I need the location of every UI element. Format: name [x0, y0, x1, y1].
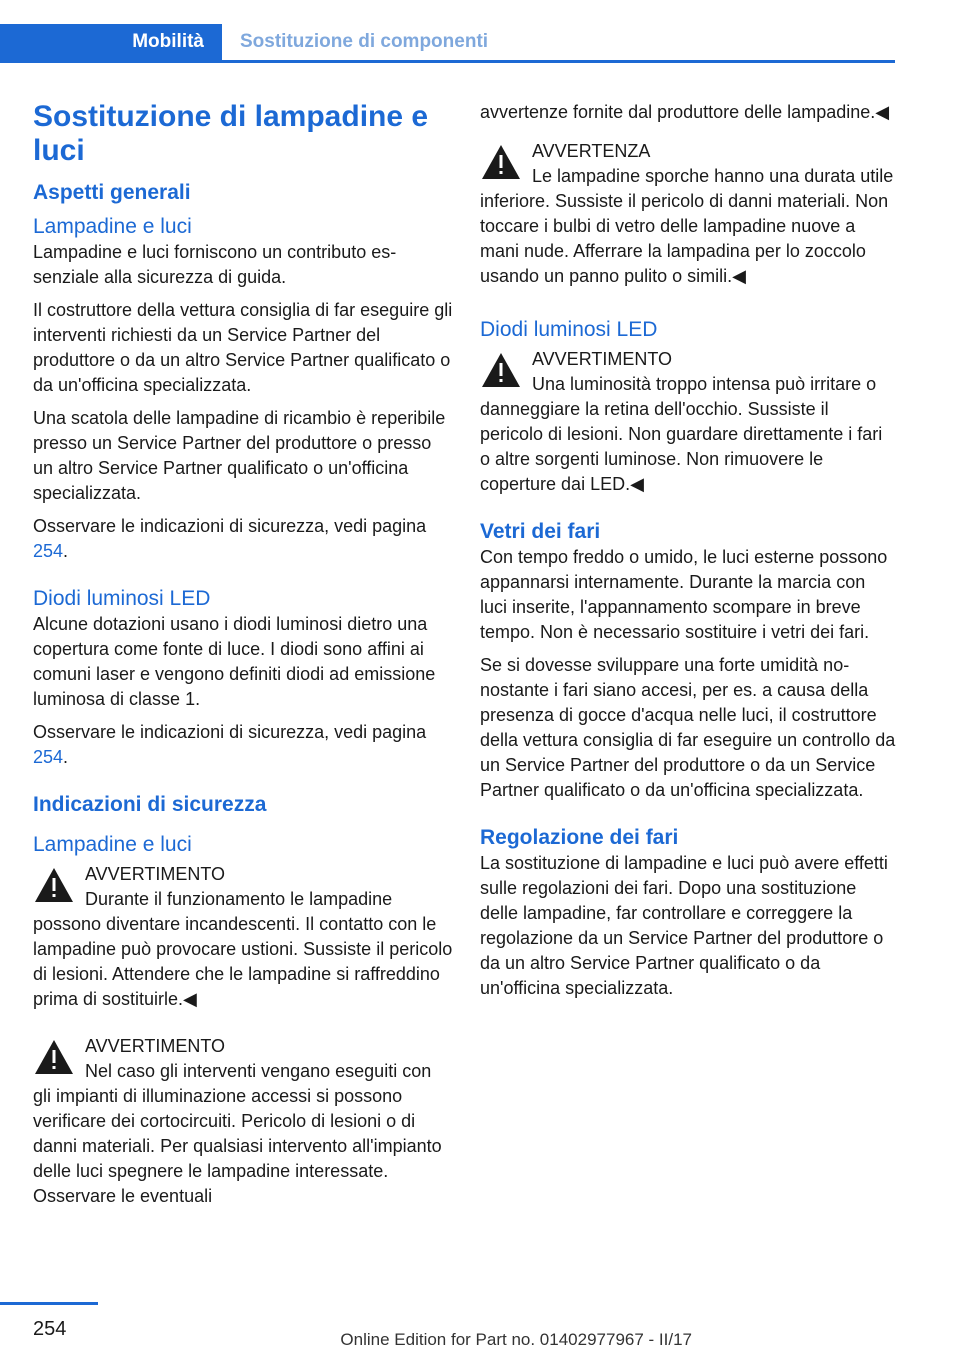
left-column [33, 100, 453, 1217]
warning-title: AVVERTENZA [532, 141, 651, 161]
paragraph-text: Osservare le indicazioni di sicurezza, vedi pagina [33, 722, 427, 742]
paragraph: Con tempo freddo o umido, le luci esterne possono appannarsi internamente. Durante la marcia con luci inserite, l'appannamento scompare in breve tempo. Non è necessario sostituire i vetri dei fari. [480, 547, 888, 642]
paragraph: Se si dovesse sviluppare una forte umidità nonostante i fari siano accesi, per es. a causa della presenza di gocce d'acqua nelle luci, il costruttore della vettura consiglia di far eseguire un controllo da un Service Partner del produttore o da un Service Partner qualificato o da un'officina specializzata. [480, 655, 896, 800]
paragraph: Osservare le indicazioni di sicurezza, vedi pagina 254. [33, 516, 427, 561]
warning-title: AVVERTIMENTO [85, 1036, 226, 1056]
heading-safety: Indicazioni di sicurezza [33, 793, 267, 816]
paragraph-text: Osservare le indicazioni di sicurezza, vedi pagina [33, 516, 427, 536]
heading-led: Diodi luminosi LED [33, 587, 211, 610]
right-column [480, 100, 896, 1009]
warning-triangle-icon [33, 1038, 75, 1076]
heading-general: Aspetti generali [33, 181, 191, 204]
page-header [0, 24, 895, 62]
warning-text: Le lampadine sporche hanno una durata utile inferiore. Sussiste il pericolo di danni materiali. Non toccare i bulbi di vetro delle lampadine nuove a mani nude. Afferrare la lampadina per lo zoccolo usando un panno pulito o simili.◀ [480, 166, 894, 286]
warning-title: AVVERTIMENTO [532, 349, 673, 369]
warning-block [480, 139, 896, 289]
warning-triangle-icon [480, 143, 522, 181]
page-link[interactable]: 254 [33, 747, 64, 767]
subsection-label: Sostituzione di componenti [240, 31, 489, 52]
paragraph: avvertenze fornite dal produttore delle lampadine.◀ [480, 102, 890, 122]
section-label: Mobilità [132, 31, 204, 52]
footer-rule [0, 1302, 98, 1305]
paragraph: Alcune dotazioni usano i diodi luminosi dietro una copertura come fonte di luce. I diodi sono affini ai comuni laser e vengono definiti diodi ad emissione luminosa di classe 1. [33, 614, 436, 709]
paragraph: Osservare le indicazioni di sicurezza, vedi pagina 254. [33, 722, 427, 767]
page-link[interactable]: 254 [33, 541, 64, 561]
warning-title: AVVERTIMENTO [85, 864, 226, 884]
paragraph: Il costruttore della vettura consiglia di far eseguire gli interventi richiesti da un Service Partner del produttore o da un altro Service Partner qualificato o da un'officina specializzata. [33, 300, 453, 395]
heading-led: Diodi luminosi LED [480, 318, 658, 341]
warning-block [33, 1034, 453, 1209]
header-rule [0, 60, 895, 63]
paragraph: La sostituzione di lampadine e luci può avere effetti sulle regolazioni dei fari. Dopo una sostituzione delle lampadine, far controllare e correggere la regolazione da un Service Partner del produttore o da un altro Service Partner qualificato o da un'officina specializzata. [480, 853, 888, 998]
paragraph: Lampadine e luci forniscono un contributo essenziale alla sicurezza di guida. [33, 242, 397, 287]
warning-triangle-icon [33, 866, 75, 904]
warning-text: Durante il funzionamento le lampadine possono diventare incandescenti. Il contatto con le lampadine può provocare ustioni. Sussiste il pericolo di lesioni. Attendere che le lampadine si raffreddino prima di sostituirle.◀ [33, 889, 453, 1009]
heading-lamps: Lampadine e luci [33, 215, 192, 238]
page-title: Sostituzione di lampadine e luci [33, 100, 429, 167]
section-tab [0, 24, 222, 60]
warning-triangle-icon [480, 351, 522, 389]
warning-block [33, 862, 453, 1012]
heading-adjust: Regolazione dei fari [480, 826, 679, 849]
edition-note: Online Edition for Part no. 01402977967 - II/17 [340, 1330, 692, 1349]
warning-block [480, 347, 896, 497]
heading-glass: Vetri dei fari [480, 520, 601, 543]
page-number: 254 [33, 1318, 67, 1340]
warning-text: Nel caso gli interventi vengano eseguiti con gli impianti di illuminazione accessi si possono verificare dei cortocircuiti. Pericolo di lesioni o di danni materiali. Per qualsiasi intervento all'impianto delle luci spegnere le lampadine interessate. Osservare le eventuali [33, 1061, 442, 1206]
heading-lamps-2: Lampadine e luci [33, 833, 192, 856]
paragraph: Una scatola delle lampadine di ricambio è reperibile presso un Service Partner del produttore o presso un altro Service Partner qualificato o un'officina specializzata. [33, 408, 446, 503]
warning-text: Una luminosità troppo intensa può irritare o danneggiare la retina dell'occhio. Sussiste il pericolo di lesioni. Non guardare direttamente i fari o altre sorgenti luminose. Non rimuovere le coperture dai LED.◀ [480, 374, 883, 494]
